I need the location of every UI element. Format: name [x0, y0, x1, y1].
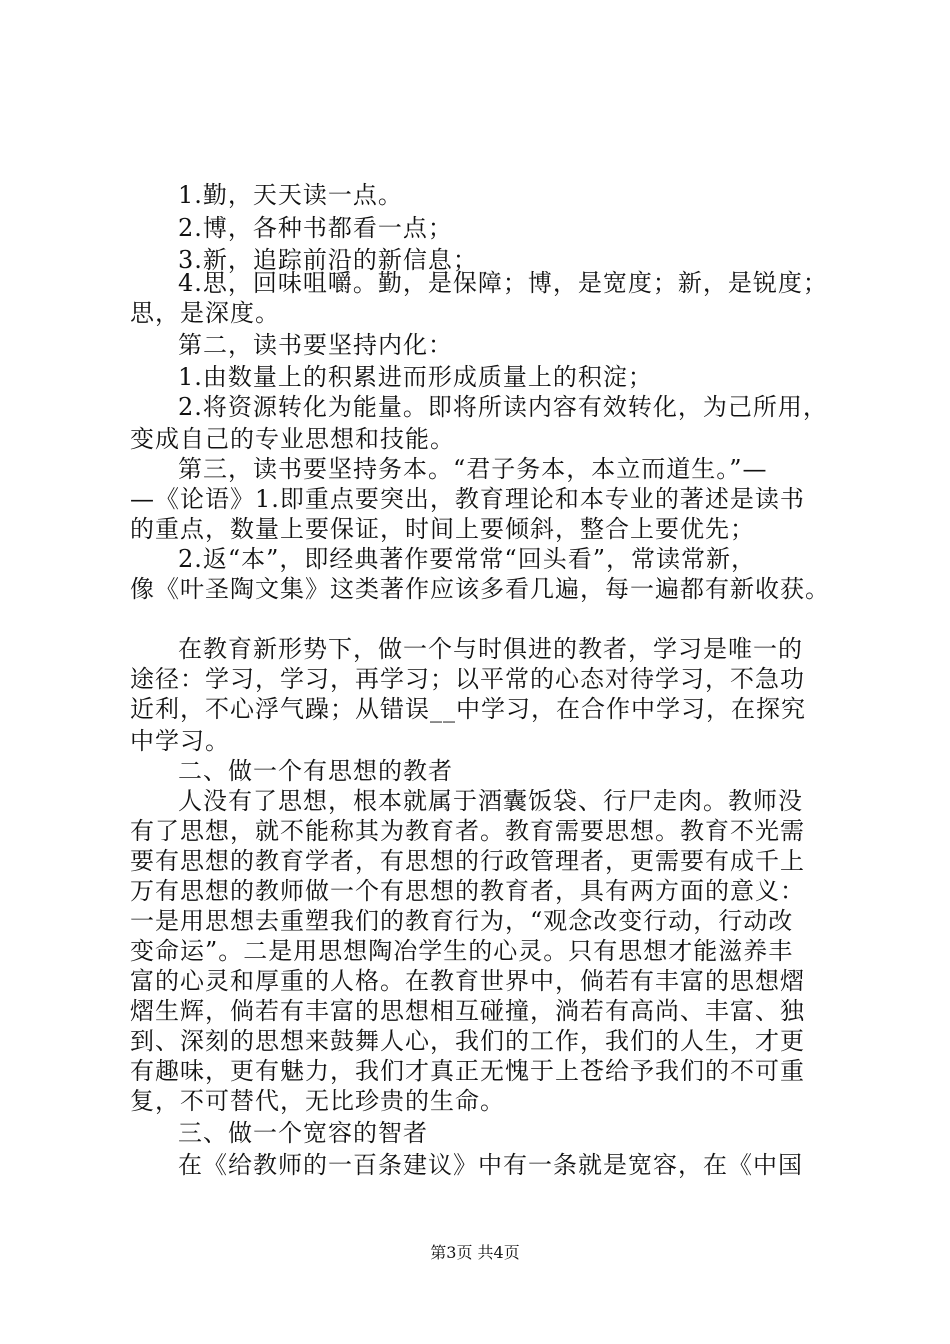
- text-line: 的重点，数量上要保证，时间上要倾斜，整合上要优先；: [130, 515, 755, 543]
- text-line: 近利，不心浮气躁；从错误__中学习，在合作中学习，在探究: [130, 695, 806, 723]
- text-line: 到、深刻的思想来鼓舞人心，我们的工作，我们的人生，才更: [130, 1027, 805, 1055]
- text-line: 万有思想的教师做一个有思想的教育者，具有两方面的意义：: [130, 877, 805, 905]
- text-line: 要有思想的教育学者，有思想的行政管理者，更需要有成千上: [130, 847, 805, 875]
- text-line: 像《叶圣陶文集》这类著作应该多看几遍，每一遍都有新收获。: [130, 575, 830, 603]
- page-number-footer: 第3页 共4页: [430, 1243, 520, 1262]
- text-line: 中学习。: [130, 727, 230, 755]
- text-line: 途径：学习，学习，再学习；以平常的心态对待学习，不急功: [130, 665, 805, 693]
- text-line: 第三，读书要坚持务本。“君子务本，本立而道生。”—: [178, 455, 768, 483]
- text-line: 一是用思想去重塑我们的教育行为，“观念改变行动，行动改: [130, 907, 794, 935]
- section-heading: 三、做一个宽容的智者: [178, 1119, 428, 1147]
- text-line: 在教育新形势下，做一个与时俱进的教者，学习是唯一的: [178, 635, 803, 663]
- text-line: 第二，读书要坚持内化：: [178, 331, 453, 359]
- text-line: 2.返“本”，即经典著作要常常“回头看”，常读常新，: [178, 545, 756, 573]
- text-line: 1.由数量上的积累进而形成质量上的积淀；: [178, 363, 653, 391]
- text-line: 熠生辉，倘若有丰富的思想相互碰撞，淌若有高尚、丰富、独: [130, 997, 805, 1025]
- text-line: —《论语》1.即重点要突出，教育理论和本专业的著述是读书: [130, 485, 805, 513]
- text-line: 在《给教师的一百条建议》中有一条就是宽容，在《中国: [178, 1151, 803, 1179]
- text-line: 富的心灵和厚重的人格。在教育世界中，倘若有丰富的思想熠: [130, 967, 805, 995]
- text-line: 2.博，各种书都看一点；: [178, 214, 453, 242]
- section-heading: 二、做一个有思想的教者: [178, 757, 453, 785]
- text-line: 变成自己的专业思想和技能。: [130, 425, 455, 453]
- text-line: 变命运”。二是用思想陶冶学生的心灵。只有思想才能滋养丰: [130, 937, 794, 965]
- text-line: 2.将资源转化为能量。即将所读内容有效转化，为己所用，: [178, 393, 828, 421]
- text-line: 有了思想，就不能称其为教育者。教育需要思想。教育不光需: [130, 817, 805, 845]
- text-line: 复，不可替代，无比珍贵的生命。: [130, 1087, 505, 1115]
- text-line: 思，是深度。: [130, 299, 280, 327]
- text-line: 有趣味，更有魅力，我们才真正无愧于上苍给予我们的不可重: [130, 1057, 805, 1085]
- text-line: 4.思，回味咀嚼。勤，是保障；博，是宽度；新，是锐度；: [178, 269, 828, 297]
- text-line: 1.勤，天天读一点。: [178, 181, 403, 209]
- text-line: 3.新，追踪前沿的新信息；: [178, 246, 478, 274]
- text-line: 人没有了思想，根本就属于酒囊饭袋、行尸走肉。教师没: [178, 787, 803, 815]
